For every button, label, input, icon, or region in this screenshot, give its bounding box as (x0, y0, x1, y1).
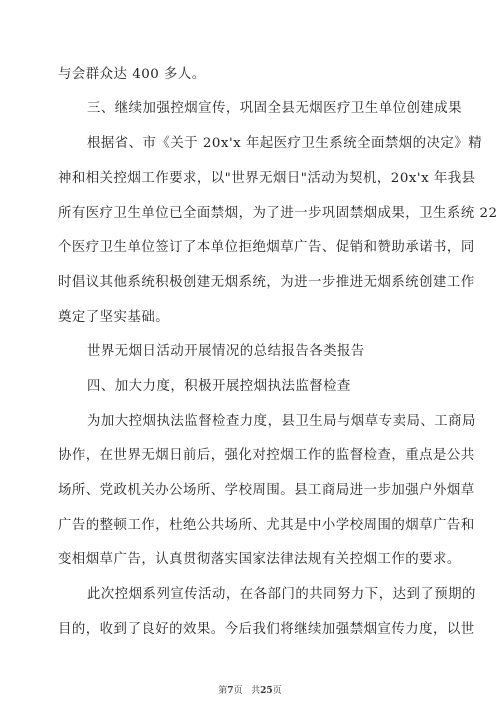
total-page-count: 25 (260, 686, 273, 696)
paragraph-line: 为加大控烟执法监督检查力度，县卫生局与烟草专卖局、工商局 (87, 414, 476, 429)
footer-suffix: 页 (272, 686, 282, 696)
paragraph-line: 广告的整顿工作，杜绝公共场所、尤其是中小学校周围的烟草广告和 (58, 518, 475, 533)
paragraph-line: 变相烟草广告，认真贯彻落实国家法律法规有关控烟工作的要求。 (58, 552, 461, 567)
paragraph-line: 个医疗卫生单位签订了本单位拒绝烟草广告、促销和赞助承诺书，同 (58, 240, 475, 255)
current-page-number: 7 (227, 686, 234, 696)
section-heading-3: 三、继续加强控烟宣传，巩固全县无烟医疗卫生单位创建成果 (87, 101, 463, 116)
paragraph-line: 协作，在世界无烟日前后，强化对控烟工作的监督检查，重点是公共 (58, 448, 475, 463)
paragraph-line: 根据省、市《关于 20x'x 年起医疗卫生系统全面禁烟的决定》精 (87, 136, 483, 151)
page-footer (0, 683, 500, 696)
inline-title: 世界无烟日活动开展情况的总结报告各类报告 (87, 344, 365, 359)
paragraph-line: 时倡议其他系统积极创建无烟系统，为进一步推进无烟系统创建工作 (58, 275, 475, 290)
paragraph-line: 场所、党政机关办公场所、学校周围。县工商局进一步加强户外烟草 (58, 483, 475, 498)
paragraph-line: 此次控烟系列宣传活动，在各部门的共同努力下，达到了预期的 (87, 587, 476, 602)
footer-prefix: 第 (218, 686, 228, 696)
section-heading-4: 四、加大力度，积极开展控烟执法监督检查 (87, 379, 351, 394)
paragraph-line: 目的，收到了良好的效果。今后我们将继续加强禁烟宣传力度，以世 (58, 622, 475, 637)
paragraph-line: 所有医疗卫生单位已全面禁烟，为了进一步巩固禁烟成果，卫生系统 22 (58, 206, 498, 221)
paragraph-line: 与会群众达 400 多人。 (58, 67, 206, 82)
footer-mid: 页 共 (233, 686, 261, 696)
paragraph-line: 奠定了坚实基础。 (58, 310, 170, 325)
paragraph-line: 神和相关控烟工作要求，以"世界无烟日"活动为契机，20x'x 年我县 (58, 171, 476, 186)
